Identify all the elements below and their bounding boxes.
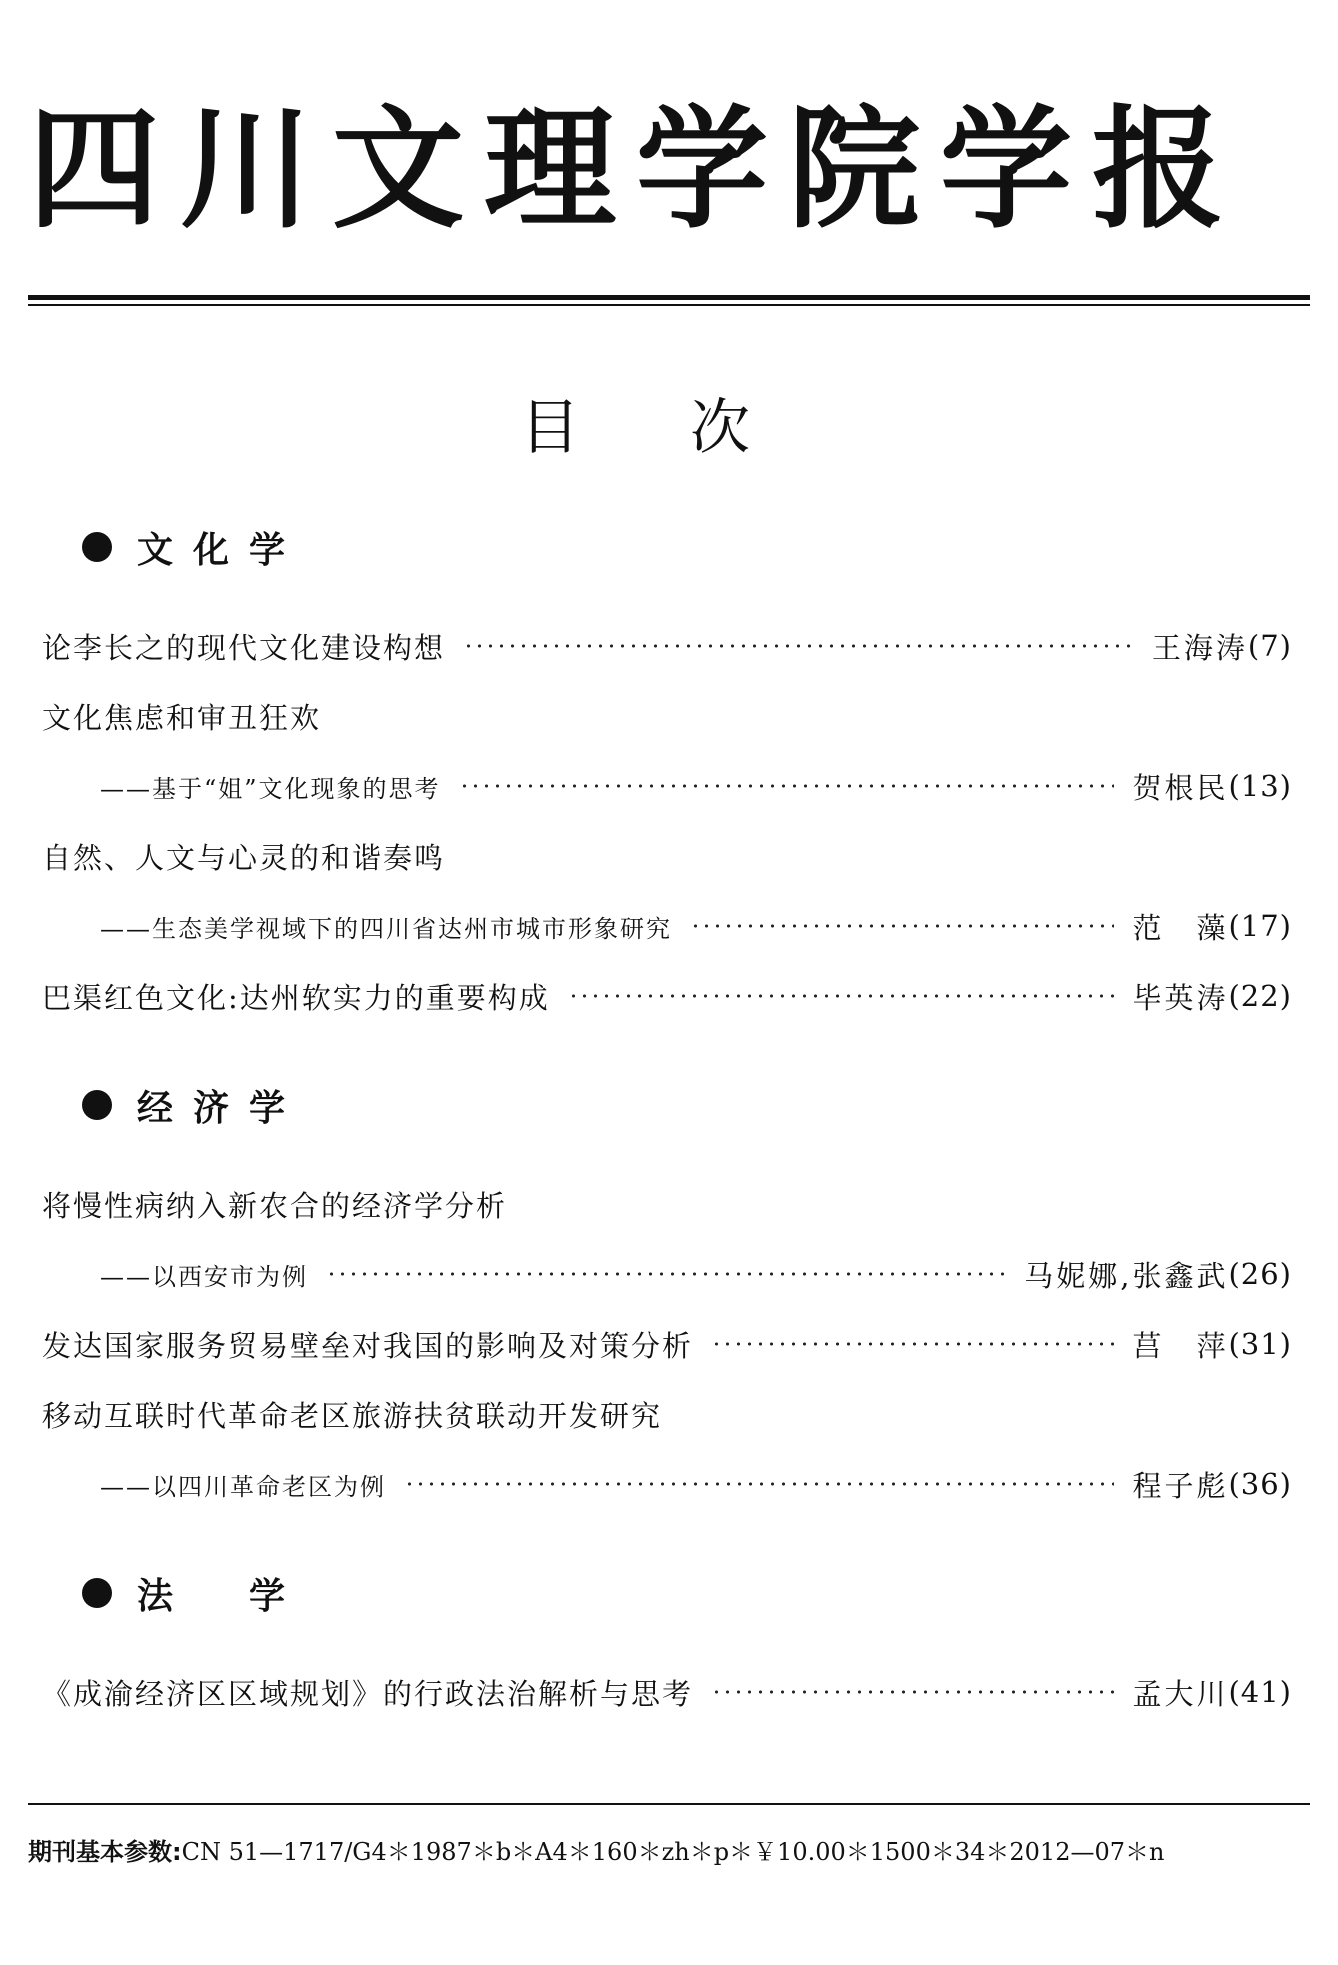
entry-title: 自然、人文与心灵的和谐奏鸣 <box>42 840 446 875</box>
entry-page: (17) <box>1228 909 1292 943</box>
entry-subtitle: ——生态美学视域下的四川省达州市城市形象研究 <box>100 914 672 943</box>
journal-title: 四川文理学院学报 <box>28 93 1244 247</box>
section-heading-culture <box>82 522 305 572</box>
entry-page: (7) <box>1247 629 1292 663</box>
section-label: 法 学 <box>137 1575 306 1617</box>
section-heading-economics <box>82 1080 305 1130</box>
entry-author: 马妮娜,张鑫武 <box>1024 1258 1229 1293</box>
entry-author: 莒 萍 <box>1132 1328 1229 1363</box>
toc-entry-subtitle[interactable] <box>100 764 1292 808</box>
entry-page: (26) <box>1228 1257 1292 1291</box>
entry-title: 移动互联时代革命老区旅游扶贫联动开发研究 <box>42 1398 663 1433</box>
toc-entry[interactable] <box>42 974 1292 1018</box>
toc-title: 目次 <box>520 393 860 463</box>
entry-title: 论李长之的现代文化建设构想 <box>42 630 446 665</box>
entry-title: 《成渝经济区区域规划》的行政法治解析与思考 <box>42 1676 694 1711</box>
toc-entry-subtitle[interactable] <box>100 1252 1292 1296</box>
entry-title: 发达国家服务贸易壁垒对我国的影响及对策分析 <box>42 1328 694 1363</box>
entry-page: (41) <box>1228 1675 1292 1709</box>
entry-author: 贺根民 <box>1132 770 1229 805</box>
footer-label: 期刊基本参数: <box>28 1838 182 1866</box>
toc-entry[interactable] <box>42 1392 1292 1436</box>
entry-title: 巴渠红色文化:达州软实力的重要构成 <box>42 980 550 1015</box>
entry-author: 范 藻 <box>1132 910 1229 945</box>
toc-entry[interactable] <box>42 1182 1292 1226</box>
toc-entry[interactable] <box>42 1670 1292 1714</box>
toc-entry[interactable] <box>42 624 1292 668</box>
entry-page: (13) <box>1228 769 1292 803</box>
section-heading-law <box>82 1568 305 1618</box>
header-rule-thick <box>28 295 1310 300</box>
entry-author: 毕英涛 <box>1132 980 1229 1015</box>
toc-entry-subtitle[interactable] <box>100 1462 1292 1506</box>
bullet-icon <box>82 532 112 562</box>
entry-title: 文化焦虑和审丑狂欢 <box>42 700 322 735</box>
toc-entry[interactable] <box>42 694 1292 738</box>
dot-leader <box>711 1342 1114 1346</box>
footer-value: CN 51—1717/G4＊1987＊b＊A4＊160＊zh＊p＊￥10.00＊1500＊34＊2012—07＊n <box>181 1838 1165 1866</box>
dot-leader <box>568 994 1115 998</box>
entry-page: (36) <box>1228 1467 1292 1501</box>
entry-title: 将慢性病纳入新农合的经济学分析 <box>42 1188 508 1223</box>
entry-author: 王海涛 <box>1151 630 1248 665</box>
entry-author: 孟大川 <box>1132 1676 1229 1711</box>
section-label: 经济学 <box>137 1087 306 1129</box>
section-label: 文化学 <box>137 529 306 571</box>
entry-subtitle: ——以西安市为例 <box>100 1262 308 1291</box>
bullet-icon <box>82 1578 112 1608</box>
dot-leader <box>404 1482 1114 1486</box>
entry-subtitle: ——以四川革命老区为例 <box>100 1472 386 1501</box>
entry-author: 程子彪 <box>1132 1468 1229 1503</box>
dot-leader <box>711 1690 1114 1694</box>
toc-entry-subtitle[interactable] <box>100 904 1292 948</box>
dot-leader <box>463 644 1134 648</box>
header-rule-thin <box>28 304 1310 306</box>
entry-page: (31) <box>1228 1327 1292 1361</box>
dot-leader <box>326 1272 1006 1276</box>
journal-parameters <box>28 1832 1164 1872</box>
footer-rule <box>28 1803 1310 1805</box>
entry-page: (22) <box>1228 979 1292 1013</box>
toc-entry[interactable] <box>42 1322 1292 1366</box>
bullet-icon <box>82 1090 112 1120</box>
toc-entry[interactable] <box>42 834 1292 878</box>
dot-leader <box>690 924 1114 928</box>
entry-subtitle: ——基于“姐”文化现象的思考 <box>100 774 441 803</box>
dot-leader <box>459 784 1115 788</box>
